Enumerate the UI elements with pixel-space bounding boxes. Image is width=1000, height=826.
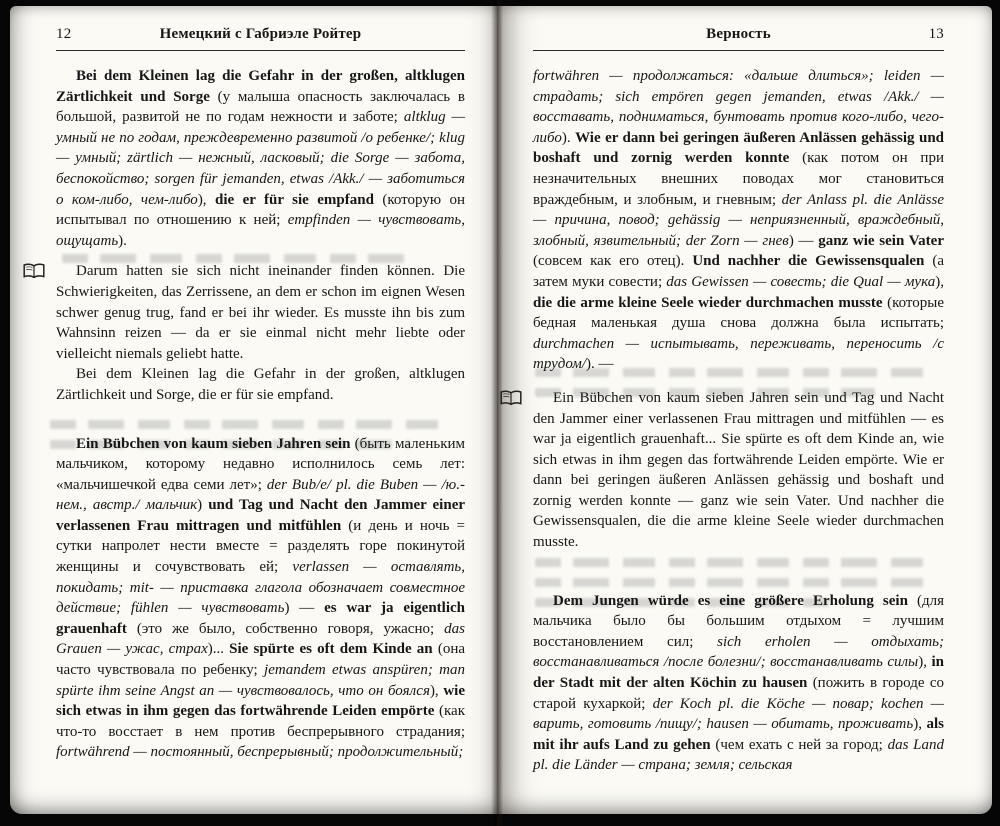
text-run: (это же было, собственно говоря, ужасно; <box>136 620 445 637</box>
text-run: der Anlass pl. die Anlässe — причина, повод; gehässig — неприязненный, враждебный, злобный, язвительный; der Zorn — гнев <box>533 191 944 249</box>
text-run: (для мальчика было бы большим отдыхом = лучшим восстановлением сил; <box>533 592 944 650</box>
text-run: jemandem etwas anspüren; man spürte ihm seine Angst an — чувствовалось, что он боялся <box>56 662 466 699</box>
open-book-icon <box>22 263 46 279</box>
text-run: als mit ihr aufs Land zu gehen <box>533 716 944 753</box>
paragraph <box>533 388 944 553</box>
text-run: (чем ехать с ней за город; <box>715 736 888 753</box>
text-run: ). — <box>586 356 614 373</box>
paragraph <box>56 66 465 251</box>
text-run: der Bub/e/ pl. die Buben — /ю.-нем., австр./ мальчик <box>56 476 465 514</box>
text-run: das Gewissen — совесть; die Qual — мука <box>666 273 936 290</box>
text-run: der Koch pl. die Köche — повар; kochen — варить, готовить /пищу/; hausen — обитать, проживать <box>533 695 944 733</box>
page-header <box>56 26 465 43</box>
page-header <box>533 26 944 43</box>
paragraph <box>56 434 465 764</box>
text-run: ) — <box>284 600 325 617</box>
paragraph <box>56 364 465 405</box>
text-run: Dem Jungen würde es eine größere Erholung sein <box>553 592 917 609</box>
text-run: (пожить в городе со старой кухаркой; <box>533 675 945 712</box>
text-run: ) — <box>788 232 819 249</box>
text-run: (а затем муки совести; <box>533 253 945 290</box>
text-run: (как что-то восстает в нем против беспрерывного страдания; <box>56 703 465 740</box>
text-run: ), <box>918 654 932 671</box>
text-run: durchmachen — испытывать, переживать, переносить /с трудом/ <box>533 335 944 373</box>
text-run: (она часто чувствовала по ребенку; <box>56 641 466 679</box>
text-run: ganz wie sein Vater <box>818 232 944 249</box>
page-body <box>56 66 465 763</box>
page-right <box>497 6 992 814</box>
paragraph <box>533 66 944 375</box>
page-body <box>533 66 944 776</box>
text-run: in der Stadt mit der alten Köchin zu hausen <box>533 654 944 692</box>
text-run: Wie er dann bei geringen äußeren Anlässen gehässig und boshaft und zornig werden konnte <box>533 129 944 167</box>
text-run: sich erholen — отдыхать; восстанавливаться /после болезни/; восстанавливать силы <box>533 633 944 671</box>
text-run: ), <box>935 273 944 290</box>
header-rule <box>533 50 944 51</box>
text-run: Ein Bübchen von kaum sieben Jahren sein <box>76 435 355 452</box>
text-run: ). <box>561 129 576 146</box>
text-run: (у малыша опасность заключалась в большой, развитой не по годам нежности и заботе; <box>56 88 465 126</box>
open-book-icon <box>499 390 523 406</box>
page-number: 13 <box>928 26 944 42</box>
text-run: ), <box>197 191 215 208</box>
text-run: Sie spürte es oft dem Kinde an <box>229 641 438 658</box>
text-run: verlassen — оставлять, покидать; mit- — приставка глагола обозначает совместное действие; fühlen — чувствовать <box>56 559 465 617</box>
text-run: ), <box>913 716 927 733</box>
text-run: altklug — умный не по годам, преждевременно развитой /о ребенке/; klug — умный; zärtlich — нежный, ласковый; die Sorge — забота, беспокойство; sorgen für jemanden, etwas /Akk./ — заботиться о ком-либо, чем-либо <box>56 109 466 208</box>
text-run: Darum hatten sie sich nicht ineinander finden können. Die Schwierigkeiten, das Zerrissene, an dem er schon im eignen Wesen schwer genug trug, fand er bei ihr wieder. Es musste ihn bis zum Wahnsinn reizen — da er sie einmal nicht mehr liebte oder vielleicht niemals geliebt hatte. <box>56 263 465 362</box>
text-run: und Tag und Nacht den Jammer einer verlassenen Frau mittragen und mitfühlen <box>56 497 466 534</box>
text-run: (как потом он при незначительных внешних поводах мог становиться враждебным, и злобным, и гневным; <box>533 150 944 208</box>
text-run: ) <box>197 497 209 514</box>
text-run: das Land pl. die Länder — страна; земля; сельская <box>533 736 945 774</box>
text-run: empfinden — чувствовать, ощущать <box>56 212 465 249</box>
text-run: (и день и ночь = сутки напролет нести вместе = разделять горе покинутой женщины и сочувствовать ей; <box>56 517 465 576</box>
text-run: fortwähren — продолжаться: «дальше длиться»; leiden — страдать; sich empören gegen jemanden, etwas /Akk./ — восставать, подниматься, бунтовать против кого-либо, чего-либо <box>533 68 944 146</box>
paragraph <box>56 261 465 364</box>
text-run: (которые бедная маленькая душа снова должна была испытать; <box>533 294 944 332</box>
page-number: 12 <box>56 26 72 42</box>
running-title: Немецкий с Габриэле Ройтер <box>159 26 362 42</box>
page-left <box>10 6 497 814</box>
text-run: ). <box>118 232 127 249</box>
text-run: fortwährend — постоянный, беспрерывный; продолжительный; <box>56 744 464 761</box>
text-run: das Grauen — ужас, страх <box>56 620 465 658</box>
text-run: Und nachher die Gewissensqualen <box>692 253 933 270</box>
text-run: (совсем как его отец). <box>533 253 693 270</box>
text-run: es war ja eigentlich grauenhaft <box>56 600 465 637</box>
text-run: (быть маленьким мальчиком, которому недавно исполнилось семь лет: «мальчишечкой едва семи лет»; <box>56 435 465 493</box>
running-title: Верность <box>706 26 771 42</box>
text-run: Bei dem Kleinen lag die Gefahr in der großen, altklugen Zärtlichkeit und Sorge, die er für sie empfand. <box>56 366 465 403</box>
text-run: )... <box>207 641 230 658</box>
header-rule <box>56 50 465 51</box>
text-run: wie sich etwas in ihm gegen das fortwährende Leiden empörte <box>56 682 465 720</box>
text-run: Bei dem Kleinen lag die Gefahr in der großen, altklugen Zärtlichkeit und Sorge <box>56 68 465 105</box>
text-run: Ein Bübchen von kaum sieben Jahren sein und Tag und Nacht den Jammer einer verlassenen Frau mittragen und mitfühlen — es war ja eigentlich grauenhaft... Sie spürte es oft dem Kinde an, wie sich etwas in ihm gegen das fortwährende Leiden empörte. Wie er dann bei geringen äußeren Anlässen gehässig und boshaft und zornig werden konnte — ganz wie sein Vater. Und nachher die Gewissensqualen, die die arme kleine Seele wieder durchmachen musste. <box>533 389 944 551</box>
text-run: ), <box>429 682 444 699</box>
text-run: die die arme kleine Seele wieder durchmachen musste <box>533 294 888 311</box>
text-run: die er für sie empfand <box>214 191 383 208</box>
paragraph <box>533 591 944 776</box>
text-run: (которую он испытывал по отношению к ней; <box>56 191 465 229</box>
